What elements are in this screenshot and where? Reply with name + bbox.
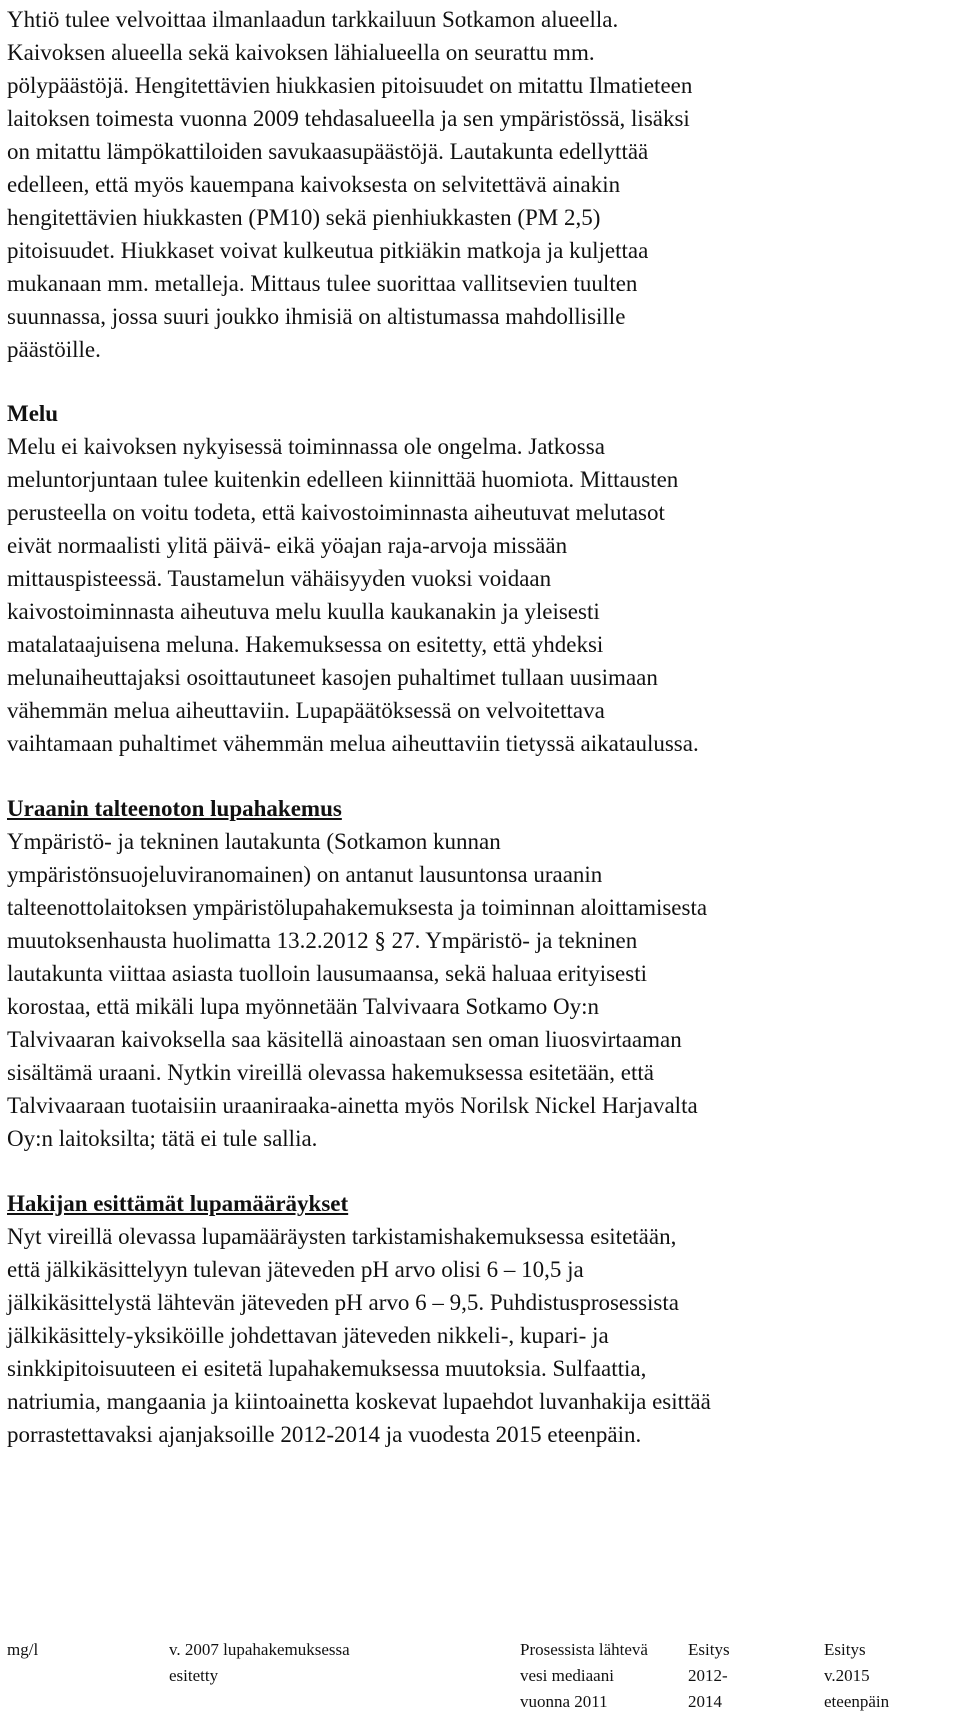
table-header-cell: Prosessista lähtevä	[520, 1640, 648, 1659]
text-line: kaivostoiminnasta aiheutuva melu kuulla kaukanakin ja yleisesti	[7, 599, 600, 624]
table-header-2012-2014	[688, 1637, 730, 1715]
text-line: natriumia, mangaania ja kiintoainetta koskevat lupaehdot luvanhakija esittää	[7, 1389, 711, 1414]
text-line: pölypäästöjä. Hengitettävien hiukkasien pitoisuudet on mitattu Ilmatieteen	[7, 73, 693, 98]
text-line: hengitettävien hiukkasten (PM10) sekä pienhiukkasten (PM 2,5)	[7, 205, 601, 230]
text-line: muutoksenhausta huolimatta 13.2.2012 § 27. Ympäristö- ja tekninen	[7, 928, 638, 953]
text-line: Melu ei kaivoksen nykyisessä toiminnassa ole ongelma. Jatkossa	[7, 434, 605, 459]
section-heading-melu: Melu	[7, 401, 59, 426]
section-heading-hakija: Hakijan esittämät lupamääräykset	[7, 1191, 349, 1216]
text-line: sisältämä uraani. Nytkin vireillä olevassa hakemuksessa esitetään, että	[7, 1060, 654, 1085]
table-header-median-2011	[520, 1637, 648, 1715]
table-header-unit	[7, 1637, 38, 1663]
text-line: laitoksen toimesta vuonna 2009 tehdasalueella ja sen ympäristössä, lisäksi	[7, 106, 690, 131]
text-line: mukanaan mm. metalleja. Mittaus tulee suorittaa vallitsevien tuulten	[7, 271, 638, 296]
table-header-cell: Esitys	[824, 1640, 866, 1659]
table-header-cell: eteenpäin	[824, 1692, 890, 1711]
text-line: porrastettavaksi ajanjaksoille 2012-2014 ja vuodesta 2015 eteenpäin.	[7, 1422, 642, 1447]
text-line: jälkikäsittelystä lähtevän jäteveden pH arvo 6 – 9,5. Puhdistusprosessista	[7, 1290, 679, 1315]
text-line: jälkikäsittely-yksiköille johdettavan jäteveden nikkeli-, kupari- ja	[7, 1323, 609, 1348]
paragraph-air-quality	[7, 3, 952, 366]
text-line: meluntorjuntaan tulee kuitenkin edelleen kiinnittää huomiota. Mittausten	[7, 467, 679, 492]
section-hakija	[7, 1187, 952, 1451]
text-line: perusteella on voitu todeta, että kaivostoiminnasta aiheutuvat melutasot	[7, 500, 665, 525]
table-header-2007	[169, 1637, 350, 1689]
table-header-cell: v. 2007 lupahakemuksessa	[169, 1640, 350, 1659]
text-line: matalataajuisena meluna. Hakemuksessa on esitetty, että yhdeksi	[7, 632, 604, 657]
section-melu	[7, 397, 952, 760]
text-line: päästöille.	[7, 337, 101, 362]
text-line: suunnassa, jossa suuri joukko ihmisiä on altistumassa mahdollisille	[7, 304, 626, 329]
text-line: talteenottolaitoksen ympäristölupahakemuksesta ja toiminnan aloittamisesta	[7, 895, 708, 920]
table-header	[7, 1637, 952, 1735]
text-line: Kaivoksen alueella sekä kaivoksen lähialueella on seurattu mm.	[7, 40, 595, 65]
table-header-cell: v.2015	[824, 1666, 870, 1685]
text-line: mittauspisteessä. Taustamelun vähäisyyden vuoksi voidaan	[7, 566, 552, 591]
text-line: Yhtiö tulee velvoittaa ilmanlaadun tarkkailuun Sotkamon alueella.	[7, 7, 619, 32]
table-header-cell: vesi mediaani	[520, 1666, 614, 1685]
text-line: Talvivaaran kaivoksella saa käsitellä ainoastaan sen oman liuosvirtaaman	[7, 1027, 682, 1052]
text-line: eivät normaalisti ylitä päivä- eikä yöajan raja-arvoja missään	[7, 533, 568, 558]
section-heading-uraani: Uraanin talteenoton lupahakemus	[7, 796, 342, 821]
text-line: on mitattu lämpökattiloiden savukaasupäästöjä. Lautakunta edellyttää	[7, 139, 649, 164]
text-line: vaihtamaan puhaltimet vähemmän melua aiheuttaviin tietyssä aikataulussa.	[7, 731, 699, 756]
table-header-cell: 2012-	[688, 1666, 728, 1685]
text-line: että jälkikäsittelyyn tulevan jäteveden pH arvo olisi 6 – 10,5 ja	[7, 1257, 584, 1282]
text-line: korostaa, että mikäli lupa myönnetään Talvivaara Sotkamo Oy:n	[7, 994, 599, 1019]
text-line: melunaiheuttajaksi osoittautuneet kasojen puhaltimet tullaan uusimaan	[7, 665, 658, 690]
section-uraani	[7, 792, 952, 1155]
text-line: vähemmän melua aiheuttaviin. Lupapäätöksessä on velvoitettava	[7, 698, 605, 723]
text-line: sinkkipitoisuuteen ei esitetä lupahakemuksessa muutoksia. Sulfaattia,	[7, 1356, 647, 1381]
table-header-cell: mg/l	[7, 1640, 39, 1659]
table-header-cell: Esitys	[688, 1640, 730, 1659]
table-header-cell: 2014	[688, 1692, 722, 1711]
text-line: Nyt vireillä olevassa lupamääräysten tarkistamishakemuksessa esitetään,	[7, 1224, 677, 1249]
text-line: Ympäristö- ja tekninen lautakunta (Sotkamon kunnan	[7, 829, 501, 854]
table-header-cell: esitetty	[169, 1666, 219, 1685]
text-line: ympäristönsuojeluviranomainen) on antanut lausuntonsa uraanin	[7, 862, 603, 887]
text-line: Talvivaaraan tuotaisiin uraaniraaka-ainetta myös Norilsk Nickel Harjavalta	[7, 1093, 698, 1118]
table-header-cell: vuonna 2011	[520, 1692, 608, 1711]
text-line: lautakunta viittaa asiasta tuolloin lausumaansa, sekä haluaa erityisesti	[7, 961, 647, 986]
text-line: pitoisuudet. Hiukkaset voivat kulkeutua pitkiäkin matkoja ja kuljettaa	[7, 238, 649, 263]
table-header-2015	[824, 1637, 889, 1715]
text-line: Oy:n laitoksilta; tätä ei tule sallia.	[7, 1126, 318, 1151]
text-line: edelleen, että myös kauempana kaivoksesta on selvitettävä ainakin	[7, 172, 621, 197]
